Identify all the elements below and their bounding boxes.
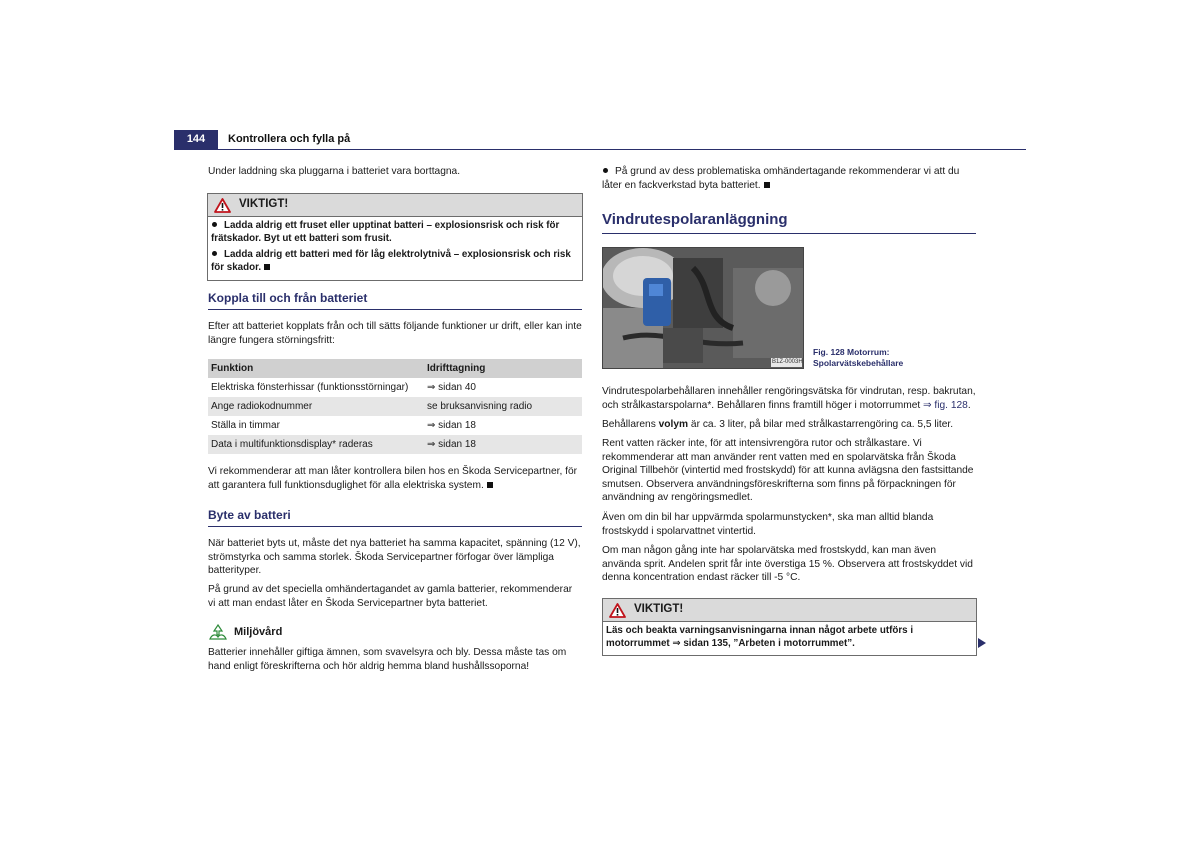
warning-title: VIKTIGT!	[239, 198, 289, 211]
warning-box-battery	[207, 193, 583, 281]
table-row: Ställa in timmar ⇒ sidan 18	[211, 419, 476, 431]
warning-item: Ladda aldrig ett batteri med för låg elektrolytnivå – explosionsrisk och risk för skador.	[211, 249, 571, 273]
section2-p1: När batteriet byts ut, måste det nya batteriet ha samma kapacitet, spänning (12 V), strömstyrka och samma storlek. Škoda Servicepartner förfogar över lämpliga batterityper.	[208, 538, 581, 576]
vindrute-p4: Även om din bil har uppvärmda spolarmunstycken*, ska man alltid blanda frostskydd i spolarvattnet vintertid.	[602, 512, 934, 537]
warning-header	[208, 194, 582, 217]
next-page-arrow-icon	[978, 638, 986, 648]
vindrute-p1: Vindrutespolarbehållaren innehåller rengöringsvätska för vindrutan, resp. bakrutan, och strålkastarspolarna*. Behållaren finns framtill höger i motorrummet ⇒ fig. 128.	[602, 386, 976, 411]
table-header-idrift: Idrifttagning	[424, 359, 582, 378]
section-title-byte: Byte av batteri	[208, 509, 582, 527]
recycle-leaf-icon	[208, 624, 228, 641]
page-number: 144	[174, 130, 218, 149]
section2-p2: På grund av det speciella omhändertagandet av gamla batterier, rekommenderar vi att man endast låter en Škoda Servicepartner byta batteriet.	[208, 584, 573, 609]
warning-box-motor	[602, 598, 977, 656]
vindrute-p2: Behållarens volym är ca. 3 liter, på bilar med strålkastarrengöring ca. 5,5 liter.	[602, 419, 954, 430]
figure-caption: Fig. 128 Motorrum: Spolarvätskebehållare	[813, 347, 904, 368]
table-header-function: Funktion	[208, 359, 424, 378]
environment-text: Batterier innehåller giftiga ämnen, som svavelsyra och bly. Dessa måste tas om hand enligt föreskrifterna och hör aldrig hemma bland hushållssoporna!	[208, 647, 567, 672]
environment-title: Miljövård	[234, 625, 283, 638]
section1-outro: Vi rekommenderar att man låter kontrollera bilen hos en Škoda Servicepartner, för att garantera full funktionsduglighet för alla elektriska system.	[208, 466, 578, 491]
section-title-vindrute: Vindrutespolaranläggning	[602, 210, 976, 234]
warning-triangle-icon	[609, 603, 626, 618]
figure-link[interactable]: ⇒ fig. 128	[923, 399, 968, 411]
warning-item: Ladda aldrig ett fruset eller upptinat batteri – explosionsrisk och risk för frätskador. Byt ut ett batteri som frusit.	[211, 220, 560, 244]
section1-intro: Efter att batteriet kopplats från och till sätts följande funktioner ur drift, eller kan inte längre fungera störningsfritt:	[208, 321, 582, 346]
section-title-koppla: Koppla till och från batteriet	[208, 292, 582, 310]
functions-table	[208, 359, 582, 454]
engine-bay-figure	[602, 247, 804, 369]
table-row: Ange radiokodnummer se bruksanvisning radio	[208, 397, 582, 416]
end-square-icon	[764, 182, 770, 188]
environment-heading	[208, 624, 282, 641]
table-row: Data i multifunktionsdisplay* raderas ⇒ sidan 18	[208, 435, 582, 454]
warning-title: VIKTIGT!	[634, 603, 684, 616]
warning-text: Läs och beakta varningsanvisningarna innan något arbete utförs i motorrummet ⇒ sidan 135, ”Arbeten i motorrummet”.	[606, 625, 914, 649]
engine-bay-illustration	[603, 248, 803, 368]
figure-code: B1Z-0003H	[772, 359, 803, 365]
table-row: Elektriska fönsterhissar (funktionsstörningar) ⇒ sidan 40	[211, 381, 476, 393]
intro-text: Under laddning ska pluggarna i batteriet vara borttagna.	[208, 166, 461, 177]
end-square-icon	[487, 482, 493, 488]
running-title: Kontrollera och fylla på	[228, 133, 351, 145]
end-square-icon	[264, 264, 270, 270]
warning-triangle-icon	[214, 198, 231, 213]
vindrute-p3: Rent vatten räcker inte, för att intensivrengöra rutor och strålkastare. Vi rekommenderar att man använder rent vatten med en spolarvätska från Škoda Original Tillbehör (vintertid med frostskydd) för att kunna avlägsna den fastsittande smutsen. Observera användningsföreskrifterna som finns på förpackningen för användning av rengöringsmedlet.	[602, 438, 974, 503]
warning-header	[603, 599, 976, 622]
vindrute-p5: Om man någon gång inte har spolarvätska med frostskydd, kan man även använda sprit. Andelen sprit får inte överstiga 15 %. Observera att frostskyddet vid denna koncentration endast räcker till -5 °C.	[602, 545, 973, 583]
battery-bullet: På grund av dess problematiska omhändertagande rekommenderar vi att du låter en fackverkstad byta batteriet.	[602, 166, 960, 191]
